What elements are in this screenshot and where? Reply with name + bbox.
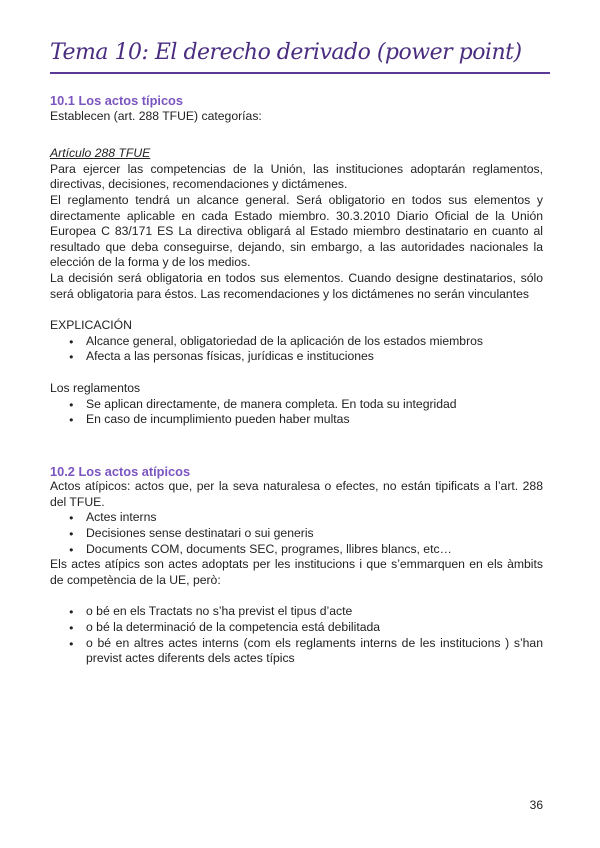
list-item: ● Alcance general, obligatoriedad de la aplicación de los estados miembros bbox=[50, 334, 543, 350]
section-intro: Establecen (art. 288 TFUE) categorías: bbox=[50, 108, 262, 123]
document-body bbox=[50, 93, 543, 667]
bullet-list bbox=[50, 397, 543, 428]
list-item: ● o bé en altres actes interns (com els reglaments interns de les institucions ) s’han previst actes diferents dels actes típics bbox=[50, 636, 543, 667]
section-heading: 10.1 Los actos típicos bbox=[50, 93, 183, 108]
article-label: Artículo 288 TFUE bbox=[50, 146, 151, 161]
paragraph: Para ejercer las competencias de la Unión, las instituciones adoptarán reglamentos, directivas, decisiones, recomendaciones y dictámenes. bbox=[50, 161, 543, 192]
title-underline bbox=[50, 72, 550, 74]
list-item: ● Decisiones sense destinatari o sui generis bbox=[50, 526, 543, 542]
page-number: 36 bbox=[529, 798, 543, 812]
list-item: ● o bé la determinació de la competencia está debilitada bbox=[50, 620, 543, 636]
bullet-list bbox=[50, 334, 543, 365]
list-item: ● En caso de incumplimiento pueden haber multas bbox=[50, 412, 543, 428]
list-item: ● o bé en els Tractats no s’ha previst el tipus d’acte bbox=[50, 604, 543, 620]
list-item: ● Actes interns bbox=[50, 510, 543, 526]
bullet-list bbox=[50, 604, 543, 666]
list-item: ● Documents COM, documents SEC, programes, llibres blancs, etc… bbox=[50, 542, 543, 558]
page-title: Tema 10: El derecho derivado (power point) bbox=[50, 40, 522, 65]
section-intro: Actos atípicos: actos que, per la seva naturalesa o efectes, no están tipificats a l’art. 288 del TFUE. bbox=[50, 479, 543, 509]
paragraph: Els actes atípics son actes adoptats per les institucions i que s’emmarquen en els àmbits de competència de la UE, però: bbox=[50, 557, 543, 587]
bullet-list bbox=[50, 510, 543, 557]
list-label: EXPLICACIÓN bbox=[50, 318, 132, 333]
list-label: Los reglamentos bbox=[50, 380, 141, 395]
paragraph: El reglamento tendrá un alcance general. Será obligatorio en todos sus elementos y directamente aplicable en cada Estado miembro. 30.3.2010 Diario Oficial de la Unión Europea C 83/171 ES La directiva obligará al Estado miembro destinatario en cuanto al resultado que deba conseguirse, dejando, sin embargo, a las autoridades nacionales la elección de la forma y de los medios. bbox=[50, 192, 543, 270]
section-heading: 10.2 Los actos atípicos bbox=[50, 463, 191, 479]
list-item: ● Afecta a las personas físicas, jurídicas e instituciones bbox=[50, 349, 543, 365]
paragraph: La decisión será obligatoria en todos sus elementos. Cuando designe destinatarios, sólo será obligatoria para éstos. Las recomendaciones y los dictámenes no serán vinculantes bbox=[50, 270, 543, 301]
list-item: ● Se aplican directamente, de manera completa. En toda su integridad bbox=[50, 397, 543, 413]
